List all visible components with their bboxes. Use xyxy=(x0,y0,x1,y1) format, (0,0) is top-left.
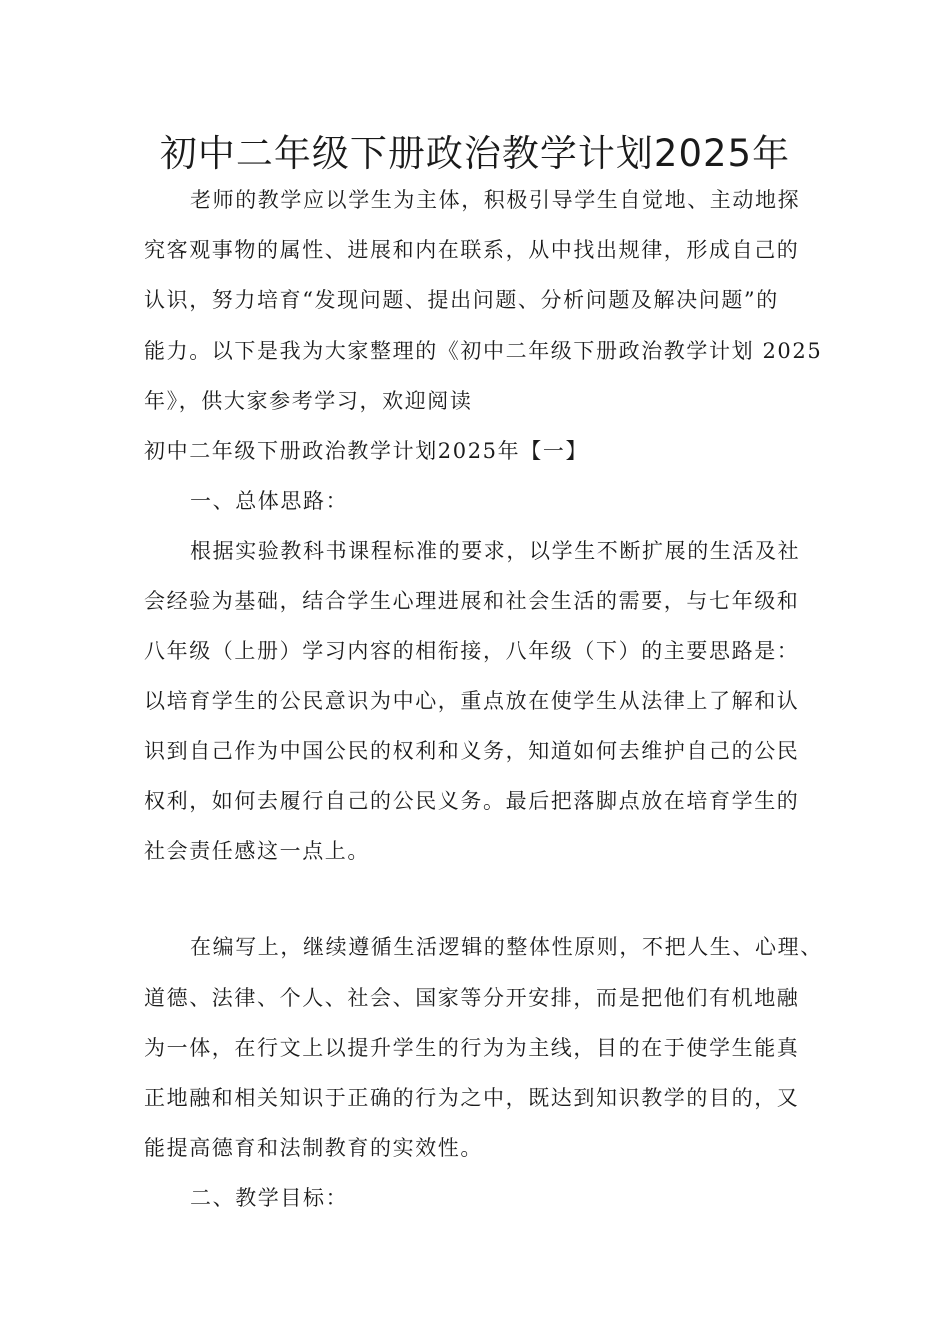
paragraph-line: 八年级（上册）学习内容的相衔接，八年级（下）的主要思路是： xyxy=(144,639,800,663)
heading-teaching-goals: 二、教学目标： xyxy=(190,1186,349,1210)
intro-line: 年》，供大家参考学习，欢迎阅读 xyxy=(144,389,473,413)
heading-overall-approach: 一、总体思路： xyxy=(190,489,349,513)
paragraph-line: 为一体，在行文上以提升学生的行为为主线，目的在于使学生能真 xyxy=(144,1036,800,1060)
paragraph-line: 在编写上，继续遵循生活逻辑的整体性原则，不把人生、心理、 xyxy=(190,935,823,959)
paragraph-line: 会经验为基础，结合学生心理进展和社会生活的需要，与七年级和 xyxy=(144,589,800,613)
intro-line: 老师的教学应以学生为主体，积极引导学生自觉地、主动地探 xyxy=(190,188,801,212)
paragraph-line: 根据实验教科书课程标准的要求，以学生不断扩展的生活及社 xyxy=(190,539,801,563)
intro-line: 能力。以下是我为大家整理的《初中二年级下册政治教学计划 2025 xyxy=(144,339,823,363)
paragraph-line: 权利，如何去履行自己的公民义务。最后把落脚点放在培育学生的 xyxy=(144,789,800,813)
intro-line: 认识，努力培育“发现问题、提出问题、分析问题及解决问题”的 xyxy=(144,288,779,312)
paragraph-line: 正地融和相关知识于正确的行为之中，既达到知识教学的目的，又 xyxy=(144,1086,800,1110)
paragraph-line: 以培育学生的公民意识为中心，重点放在使学生从法律上了解和认 xyxy=(144,689,800,713)
section-heading: 初中二年级下册政治教学计划2025年【一】 xyxy=(144,439,589,463)
document-title: 初中二年级下册政治教学计划2025年 xyxy=(159,132,791,175)
paragraph-line: 识到自己作为中国公民的权利和义务，知道如何去维护自己的公民 xyxy=(144,739,800,763)
paragraph-line: 社会责任感这一点上。 xyxy=(144,839,370,863)
intro-line: 究客观事物的属性、进展和内在联系，从中找出规律，形成自己的 xyxy=(144,238,800,262)
paragraph-line: 能提高德育和法制教育的实效性。 xyxy=(144,1136,483,1160)
paragraph-line: 道德、法律、个人、社会、国家等分开安排，而是把他们有机地融 xyxy=(144,986,800,1010)
